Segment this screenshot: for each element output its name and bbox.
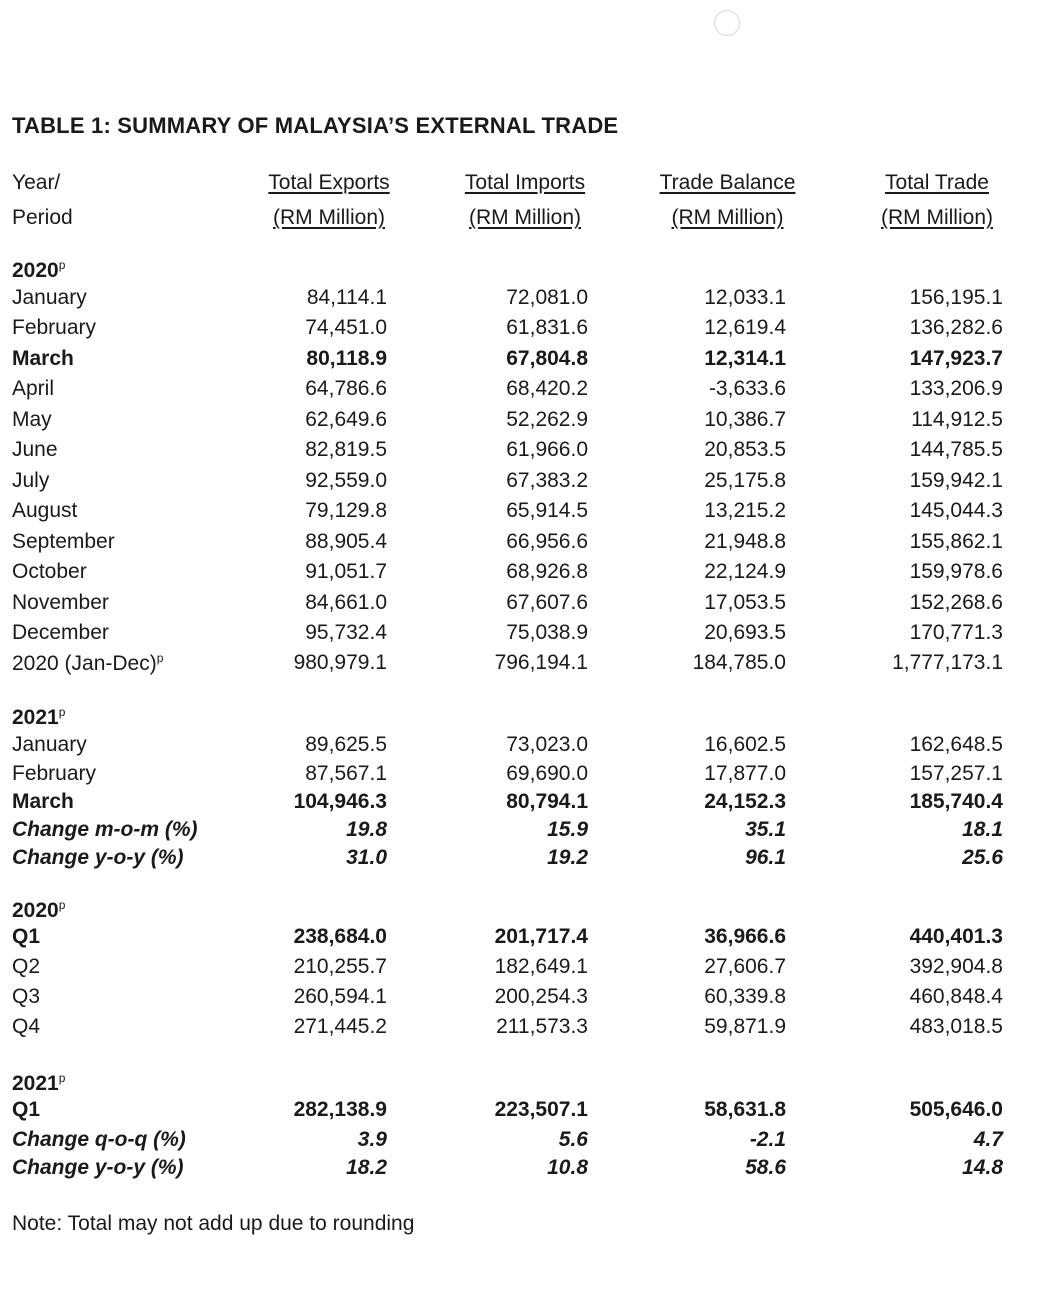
table-row — [0, 1156, 1046, 1186]
imports-value: 67,607.6 — [506, 591, 588, 614]
exports-value: 19.8 — [346, 818, 387, 841]
exports-value: 80,118.9 — [306, 347, 387, 370]
total-value: 162,648.5 — [909, 733, 1003, 756]
exports-value: 88,905.4 — [305, 530, 387, 553]
balance-value: 184,785.0 — [692, 651, 786, 674]
footnote: Note: Total may not add up due to rounding — [12, 1212, 415, 1235]
row-label: March — [12, 347, 74, 370]
table-row — [0, 1015, 1046, 1045]
table-row — [0, 316, 1046, 346]
total-value: 460,848.4 — [909, 985, 1003, 1008]
exports-value: 18.2 — [346, 1156, 387, 1179]
row-label: September — [12, 530, 115, 553]
total-value: 25.6 — [962, 846, 1003, 869]
balance-value: 12,033.1 — [704, 286, 786, 309]
table-row — [0, 1128, 1046, 1158]
imports-value: 200,254.3 — [494, 985, 588, 1008]
imports-value: 182,649.1 — [494, 955, 588, 978]
row-label: June — [12, 438, 58, 461]
row-label: February — [12, 762, 97, 785]
exports-value: 238,684.0 — [293, 925, 387, 948]
exports-value: 3.9 — [357, 1128, 387, 1151]
row-label: May — [12, 408, 52, 431]
exports-value: 31.0 — [346, 846, 387, 869]
row-label: August — [12, 499, 78, 522]
exports-value: 104,946.3 — [293, 790, 387, 813]
total-value: 133,206.9 — [909, 377, 1003, 400]
row-label: February — [12, 316, 97, 339]
table-row — [0, 347, 1046, 377]
imports-value: 80,794.1 — [506, 790, 588, 813]
table-row — [0, 955, 1046, 985]
imports-value: 68,926.8 — [506, 560, 588, 583]
balance-value: 10,386.7 — [704, 408, 786, 431]
row-label: January — [12, 286, 87, 309]
imports-value: 75,038.9 — [506, 621, 588, 644]
imports-value: 19.2 — [547, 846, 588, 869]
balance-value: 20,693.5 — [704, 621, 786, 644]
table-row — [0, 733, 1046, 763]
balance-value: 12,619.4 — [704, 316, 786, 339]
section-label: 2021$^p$ — [12, 705, 66, 729]
exports-value: 92,559.0 — [305, 469, 387, 492]
row-label: Change m-o-m (%) — [12, 818, 198, 841]
total-value: 157,257.1 — [909, 762, 1003, 785]
balance-value: 96.1 — [745, 846, 786, 869]
imports-value: 72,081.0 — [506, 286, 588, 309]
row-label: Q1 — [12, 1098, 41, 1121]
row-label: Change y-o-y (%) — [12, 846, 184, 869]
header-trade-balance: Trade Balance (RM Million) — [659, 171, 796, 229]
table-row — [0, 925, 1046, 955]
balance-value: 35.1 — [745, 818, 786, 841]
row-label: Q2 — [12, 955, 41, 978]
row-label: July — [12, 469, 50, 492]
balance-value: 27,606.7 — [704, 955, 786, 978]
total-value: 170,771.3 — [909, 621, 1003, 644]
table-row — [0, 651, 1046, 681]
imports-value: 10.8 — [547, 1156, 588, 1179]
balance-value: -3,633.6 — [708, 377, 786, 400]
total-value: 1,777,173.1 — [892, 651, 1003, 674]
total-value: 152,268.6 — [909, 591, 1003, 614]
exports-value: 74,451.0 — [305, 316, 387, 339]
table-row — [0, 591, 1046, 621]
imports-value: 67,804.8 — [506, 347, 588, 370]
row-label: October — [12, 560, 87, 583]
table-row — [0, 985, 1046, 1015]
table-row — [0, 469, 1046, 499]
balance-value: 36,966.6 — [704, 925, 786, 948]
table-row — [0, 286, 1046, 316]
imports-value: 15.9 — [547, 818, 588, 841]
imports-value: 61,831.6 — [506, 316, 588, 339]
balance-value: 22,124.9 — [704, 560, 786, 583]
exports-value: 95,732.4 — [305, 621, 387, 644]
total-value: 159,942.1 — [909, 469, 1003, 492]
total-value: 155,862.1 — [909, 530, 1003, 553]
section-label: 2021$^p$ — [12, 1071, 66, 1095]
total-value: 18.1 — [962, 818, 1003, 841]
exports-value: 82,819.5 — [305, 438, 387, 461]
total-value: 4.7 — [973, 1128, 1003, 1151]
row-label: March — [12, 790, 74, 813]
total-value: 159,978.6 — [909, 560, 1003, 583]
table-row — [0, 762, 1046, 792]
imports-value: 61,966.0 — [506, 438, 588, 461]
imports-value: 211,573.3 — [496, 1015, 588, 1038]
balance-value: 58.6 — [745, 1156, 786, 1179]
imports-value: 796,194.1 — [494, 651, 588, 674]
exports-value: 87,567.1 — [305, 762, 387, 785]
imports-value: 65,914.5 — [506, 499, 588, 522]
table-row — [0, 408, 1046, 438]
balance-value: 12,314.1 — [704, 347, 786, 370]
table-row — [0, 846, 1046, 876]
balance-value: -2.1 — [749, 1128, 786, 1151]
row-label: Q4 — [12, 1015, 41, 1038]
total-value: 147,923.7 — [909, 347, 1003, 370]
balance-value: 25,175.8 — [704, 469, 786, 492]
total-value: 392,904.8 — [909, 955, 1003, 978]
total-value: 156,195.1 — [909, 286, 1003, 309]
table-row — [0, 499, 1046, 529]
section-label: 2020$^p$ — [12, 898, 66, 922]
balance-value: 17,877.0 — [704, 762, 786, 785]
exports-value: 271,445.2 — [293, 1015, 387, 1038]
table-row — [0, 790, 1046, 820]
total-value: 185,740.4 — [909, 790, 1003, 813]
balance-value: 24,152.3 — [704, 790, 786, 813]
exports-value: 980,979.1 — [293, 651, 387, 674]
row-label: January — [12, 733, 87, 756]
balance-value: 13,215.2 — [704, 499, 786, 522]
row-label: Change q-o-q (%) — [12, 1128, 186, 1151]
table-row — [0, 1098, 1046, 1128]
table-row — [0, 530, 1046, 560]
total-value: 136,282.6 — [909, 316, 1003, 339]
balance-value: 59,871.9 — [704, 1015, 786, 1038]
imports-value: 73,023.0 — [506, 733, 588, 756]
circle-icon — [714, 10, 740, 36]
row-label: 2020 $(Jan-Dec)^p$ — [12, 651, 164, 675]
table-title: TABLE 1: SUMMARY OF MALAYSIA’S EXTERNAL TRADE — [12, 113, 619, 138]
row-label: April — [12, 377, 55, 400]
exports-value: 84,661.0 — [305, 591, 387, 614]
table-row — [0, 818, 1046, 848]
header-total-trade: Total Trade (RM Million) — [881, 171, 993, 229]
imports-value: 201,717.4 — [494, 925, 588, 948]
imports-value: 5.6 — [558, 1128, 588, 1151]
exports-value: 62,649.6 — [305, 408, 387, 431]
exports-value: 260,594.1 — [293, 985, 387, 1008]
imports-value: 223,507.1 — [494, 1098, 588, 1121]
row-label: December — [12, 621, 109, 644]
total-value: 145,044.3 — [909, 499, 1003, 522]
exports-value: 84,114.1 — [306, 286, 387, 309]
row-label: November — [12, 591, 109, 614]
balance-value: 20,853.5 — [704, 438, 786, 461]
exports-value: 64,786.6 — [305, 377, 387, 400]
total-value: 114,912.5 — [911, 408, 1003, 431]
imports-value: 68,420.2 — [506, 377, 588, 400]
exports-value: 91,051.7 — [305, 560, 387, 583]
imports-value: 67,383.2 — [506, 469, 588, 492]
imports-value: 52,262.9 — [506, 408, 588, 431]
exports-value: 210,255.7 — [293, 955, 387, 978]
exports-value: 89,625.5 — [305, 733, 387, 756]
table-row — [0, 377, 1046, 407]
imports-value: 69,690.0 — [506, 762, 588, 785]
table-row — [0, 438, 1046, 468]
header-total-exports: Total Exports (RM Million) — [268, 171, 390, 229]
table-row — [0, 560, 1046, 590]
table-row — [0, 621, 1046, 651]
total-value: 14.8 — [962, 1156, 1003, 1179]
row-label: Q1 — [12, 925, 41, 948]
header-total-imports: Total Imports (RM Million) — [464, 171, 586, 229]
total-value: 483,018.5 — [909, 1015, 1003, 1038]
total-value: 144,785.5 — [909, 438, 1003, 461]
row-label: Change y-o-y (%) — [12, 1156, 184, 1179]
exports-value: 282,138.9 — [293, 1098, 387, 1121]
imports-value: 66,956.6 — [506, 530, 588, 553]
row-label: Q3 — [12, 985, 41, 1008]
section-label: 2020$^p$ — [12, 258, 66, 282]
header-year-period: Year/ Period — [12, 171, 73, 229]
balance-value: 17,053.5 — [704, 591, 786, 614]
balance-value: 16,602.5 — [704, 733, 786, 756]
balance-value: 58,631.8 — [704, 1098, 786, 1121]
exports-value: 79,129.8 — [305, 499, 387, 522]
balance-value: 21,948.8 — [704, 530, 786, 553]
balance-value: 60,339.8 — [704, 985, 786, 1008]
total-value: 505,646.0 — [909, 1098, 1003, 1121]
total-value: 440,401.3 — [909, 925, 1003, 948]
